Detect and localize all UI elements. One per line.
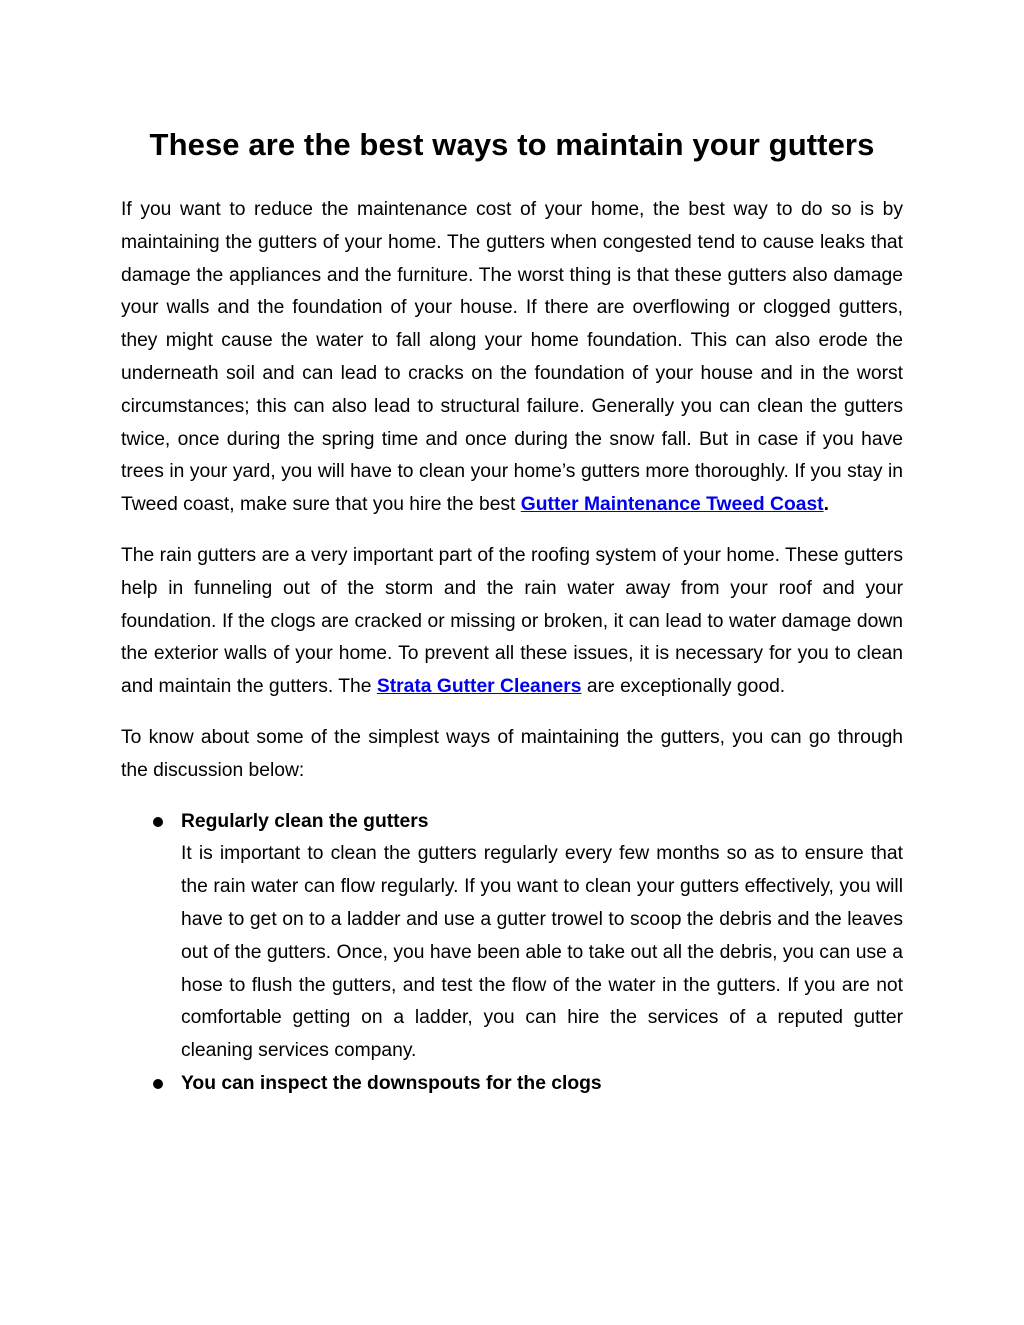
- paragraph-text: If you want to reduce the maintenance cost of your home, the best way to do so is by maintaining the gutters of your home. The gutters when congested tend to cause leaks that damage the appliances and the furniture. The worst thing is that these gutters also damage your walls and the foundation of your house. If there are overflowing or clogged gutters, they might cause the water to fall along your home foundation. This can also erode the underneath soil and can lead to cracks on the foundation of your house and in the worst circumstances; this can also lead to structural failure. Generally you can clean the gutters twice, once during the spring time and once during the snow fall. But in case if you have trees in your yard, you will have to clean your home’s gutters more thoroughly. If you stay in Tweed coast, make sure that you hire the best: [121, 199, 903, 516]
- paragraph-end: are exceptionally good.: [581, 676, 786, 698]
- document-page: [121, 118, 903, 1101]
- list-item: [121, 806, 903, 1068]
- bullet-dot-icon: [153, 1079, 163, 1089]
- paragraph-discussion: [121, 722, 903, 788]
- link-strata-gutter-cleaners[interactable]: Strata Gutter Cleaners: [376, 676, 582, 698]
- bullet-dot-icon: [153, 817, 163, 827]
- paragraph-text: The rain gutters are a very important part of the roofing system of your home. These gutters help in funneling out of the storm and the rain water away from your roof and your foundation. If the clogs are cracked or missing or broken, it can lead to water damage down the exterior walls of your home. To prevent all these issues, it is necessary for you to clean and maintain the gutters. The: [121, 544, 903, 698]
- bullet-heading: Regularly clean the gutters: [181, 810, 429, 832]
- bullet-list: [121, 806, 903, 1101]
- link-gutter-maintenance-tweed-coast[interactable]: Gutter Maintenance Tweed Coast: [520, 494, 824, 516]
- paragraph-rain-gutters: [121, 540, 903, 704]
- bullet-heading: You can inspect the downspouts for the clogs: [181, 1072, 602, 1094]
- paragraph-intro: [121, 194, 903, 522]
- page-title: These are the best ways to maintain your gutters: [149, 127, 875, 162]
- paragraph-text: To know about some of the simplest ways of maintaining the gutters, you can go through the discussion below:: [121, 726, 903, 781]
- bullet-body: It is important to clean the gutters regularly every few months so as to ensure that the rain water can flow regularly. If you want to clean your gutters effectively, you will have to get on to a ladder and use a gutter trowel to scoop the debris and the leaves out of the gutters. Once, you have been able to take out all the debris, you can use a hose to flush the gutters, and test the flow of the water in the gutters. If you are not comfortable getting on a ladder, you can hire the services of a reputed gutter cleaning services company.: [181, 843, 903, 1062]
- list-item: [121, 1068, 903, 1101]
- paragraph-end: .: [823, 494, 829, 516]
